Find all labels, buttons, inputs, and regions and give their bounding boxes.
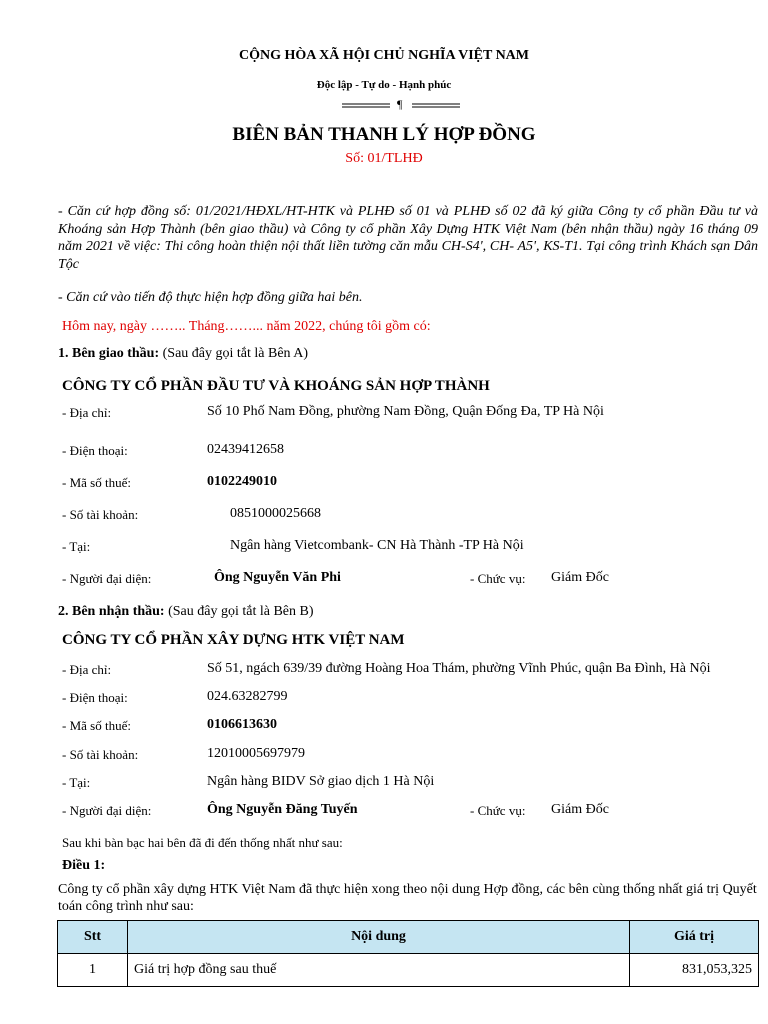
party-b-tax: 0106613630 (207, 717, 277, 732)
party-b-address: Số 51, ngách 639/39 đường Hoàng Hoa Thám, phường Vĩnh Phúc, quận Ba Đình, Hà Nội (207, 661, 711, 676)
col-header-value: Giá trị (630, 921, 759, 954)
party-b-address-label: - Địa chỉ: (62, 662, 112, 677)
table-row (58, 954, 759, 987)
party-b-account-label: - Số tài khoản: (62, 747, 139, 762)
basis-paragraph-2: - Căn cứ vào tiến độ thực hiện hợp đồng giữa hai bên. (58, 290, 363, 305)
party-a-address: Số 10 Phố Nam Đồng, phường Nam Đồng, Quận Đống Đa, TP Hà Nội (207, 404, 604, 419)
party-b-rep-label: - Người đại diện: (62, 803, 152, 818)
party-b-account: 12010005697979 (207, 746, 305, 761)
col-header-content: Nội dung (128, 921, 630, 954)
party-a-bank: Ngân hàng Vietcombank- CN Hà Thành -TP Hà Nội (230, 538, 524, 553)
party-b-company: CÔNG TY CỔ PHẦN XÂY DỰNG HTK VIỆT NAM (62, 632, 405, 648)
party-b-tax-label: - Mã số thuế: (62, 718, 131, 733)
document-number: Số: 01/TLHĐ (345, 151, 423, 166)
article-1-heading: Điều 1: (62, 858, 106, 873)
party-b-bank: Ngân hàng BIDV Sở giao dịch 1 Hà Nội (207, 774, 435, 789)
party-b-phone-label: - Điện thoại: (62, 690, 128, 705)
cell-stt: 1 (58, 954, 128, 987)
party-b-bank-label: - Tại: (62, 775, 91, 790)
party-b-heading-note: (Sau đây gọi tắt là Bên B) (168, 604, 314, 619)
party-a-heading-note: (Sau đây gọi tắt là Bên A) (162, 346, 309, 361)
party-a-tax: 0102249010 (207, 474, 277, 489)
party-a-heading-label: 1. Bên giao thầu: (58, 346, 160, 361)
col-header-stt: Stt (58, 921, 128, 954)
country-heading: CỘNG HÒA XÃ HỘI CHỦ NGHĨA VIỆT NAM (238, 48, 529, 63)
party-b-position-label: - Chức vụ: (470, 803, 526, 818)
motto: Độc lập - Tự do - Hạnh phúc (316, 79, 452, 91)
party-a-heading (58, 346, 308, 362)
agreement-intro: Sau khi bàn bạc hai bên đã đi đến thống nhất như sau: (62, 835, 343, 850)
party-b-phone: 024.63282799 (207, 689, 288, 704)
cell-value: 831,053,325 (630, 954, 759, 987)
pilcrow-mark: ¶ (397, 97, 403, 111)
party-a-address-label: - Địa chỉ: (62, 405, 112, 420)
party-a-account-label: - Số tài khoản: (62, 507, 139, 522)
basis-paragraph-1: - Căn cứ hợp đồng số: 01/2021/HĐXL/HT-HTK và PLHĐ số 01 và PLHĐ số 02 đã ký giữa Công ty cổ phần Đầu tư và Khoáng sản Hợp Thành (bên giao thầu) và Công ty cổ phần Xây Dựng HTK Việt Nam (bên nhận thầu) ngày 16 tháng 09 năm 2021 về việc: Thi công hoàn thiện nội thất liền tường căn mẫu CH-S4', CH- A5', KS-T1. Tại công trình Khách sạn Dân Tộc (58, 204, 758, 272)
today-line: Hôm nay, ngày …….. Tháng……... năm 2022, chúng tôi gồm có: (62, 319, 431, 334)
party-a-company: CÔNG TY CỔ PHẦN ĐẦU TƯ VÀ KHOÁNG SẢN HỢP THÀNH (62, 378, 490, 394)
party-a-phone-label: - Điện thoại: (62, 443, 128, 458)
party-a-bank-label: - Tại: (62, 539, 91, 554)
settlement-table (57, 920, 759, 987)
party-a-position-label: - Chức vụ: (470, 571, 526, 586)
party-a-tax-label: - Mã số thuế: (62, 475, 131, 490)
cell-content: Giá trị hợp đồng sau thuế (128, 954, 630, 987)
party-a-account: 0851000025668 (230, 506, 321, 521)
party-a-position: Giám Đốc (551, 570, 609, 585)
article-1-text: Công ty cổ phần xây dựng HTK Việt Nam đã thực hiện xong theo nội dung Hợp đồng, các bên cùng thống nhất giá trị Quyết toán công trình như sau: (58, 882, 757, 914)
party-b-position: Giám Đốc (551, 802, 609, 817)
party-a-rep-label: - Người đại diện: (62, 571, 152, 586)
page-title: BIÊN BẢN THANH LÝ HỢP ĐỒNG (232, 124, 536, 145)
party-a-phone: 02439412658 (207, 442, 284, 457)
party-b-heading-label: 2. Bên nhận thầu: (58, 604, 165, 619)
party-a-rep: Ông Nguyễn Văn Phi (214, 570, 341, 585)
party-b-heading (58, 604, 314, 620)
table-header-row (58, 921, 759, 954)
party-b-rep: Ông Nguyễn Đăng Tuyến (207, 802, 358, 817)
